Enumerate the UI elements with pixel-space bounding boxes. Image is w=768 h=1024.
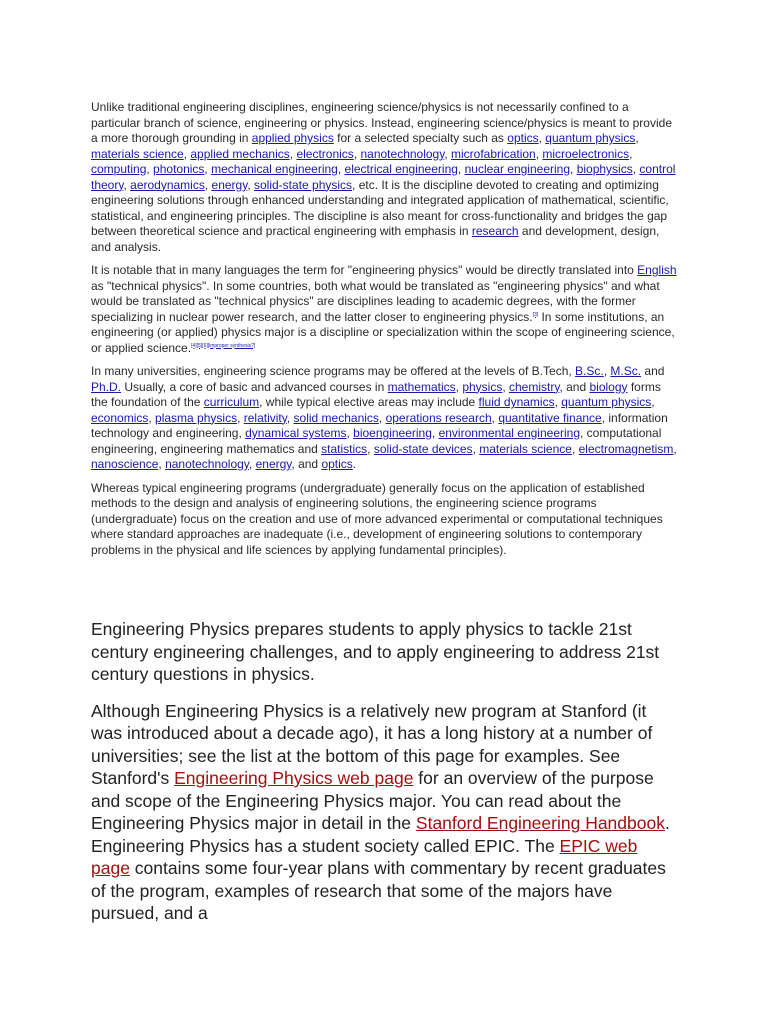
link-solid-mechanics[interactable]: solid mechanics [293, 410, 379, 425]
link-bioengineering[interactable]: bioengineering [353, 426, 432, 440]
separator: , [457, 162, 465, 176]
text-span: for an overview of the purpose and scope of the Engineering Physics major. You can read about the Engineering Physics major in detail in the [91, 768, 654, 833]
link-mechanical-engineering[interactable]: mechanical engineering [211, 162, 338, 176]
link-solid-state-devices[interactable]: solid-state devices [373, 441, 473, 456]
link-control-theory[interactable]: control theory [91, 162, 676, 192]
separator: , [491, 410, 499, 425]
link-biology[interactable]: biology [589, 379, 628, 394]
link-nanotechnology-2[interactable]: nanotechnology [165, 457, 249, 471]
paragraph-disciplines [91, 100, 677, 255]
separator: , [632, 162, 640, 176]
separator: , [444, 146, 452, 161]
link-environmental-engineering[interactable]: environmental engineering [438, 426, 581, 440]
text-span: In many universities, engineering science programs may be offered at the levels of B.Tech, [91, 364, 576, 378]
text-span: In some institutions, an engineering (or applied) physics major is a discipline or specialization within the scope of engineering science, or applied science. [91, 309, 675, 355]
link-quantitative-finance[interactable]: quantitative finance [498, 410, 602, 425]
text-span: , computational engineering, engineering mathematics and [91, 426, 662, 456]
separator: , [455, 379, 463, 394]
link-mathematics[interactable]: mathematics [387, 379, 456, 394]
link-curriculum[interactable]: curriculum [203, 395, 260, 409]
separator: , [571, 441, 579, 456]
text-span: . Engineering Physics has a student society called EPIC. The [91, 813, 670, 856]
link-epic-web-page[interactable]: EPIC web page [91, 835, 638, 878]
link-energy-2[interactable]: energy [255, 457, 292, 471]
separator: , [146, 162, 154, 176]
link-materials-science-2[interactable]: materials science [479, 441, 572, 456]
text-span: , and [291, 457, 322, 471]
separator: , [651, 395, 655, 409]
separator: , [635, 131, 639, 145]
text-span: , information technology and engineering, [91, 410, 668, 440]
text-span: contains some four-year plans with commentary by recent graduates of the program, examples of research that some of the majors have pursued, and a [91, 858, 666, 923]
separator: , [535, 146, 543, 161]
separator: , [673, 441, 677, 456]
separator: , [237, 410, 244, 425]
citation-link[interactable]: [4][5][6][improper synthesis?] [191, 342, 256, 349]
text-span: and development, design, and analysis. [91, 224, 660, 254]
separator: , [472, 441, 480, 456]
link-nanotechnology[interactable]: nanotechnology [360, 146, 445, 161]
separator: , [629, 146, 633, 161]
text-span: and [641, 364, 665, 378]
separator: , [286, 410, 294, 425]
link-aerodynamics[interactable]: aerodynamics [130, 177, 205, 192]
separator: , [289, 146, 297, 161]
link-dynamical-systems[interactable]: dynamical systems [245, 426, 347, 440]
separator: , [204, 177, 212, 192]
link-photonics[interactable]: photonics [153, 162, 205, 176]
stanford-excerpt [91, 618, 681, 939]
separator: , [603, 364, 611, 378]
separator: , [367, 441, 374, 456]
text-span: as "technical physics". In some countries, both what would be translated as "engineering physics" and what would be translated as "technical physics" are disciplines leading to academic degrees, with the former specializing in nuclear power research, and the latter closer to engineering physics. [91, 278, 660, 324]
text-span: Usually, a core of basic and advanced courses in [121, 379, 388, 394]
separator: , [158, 457, 166, 471]
link-electrical-engineering[interactable]: electrical engineering [344, 162, 458, 176]
link-statistics[interactable]: statistics [321, 441, 368, 456]
link-engineering-physics-web-page[interactable]: Engineering Physics web page [174, 768, 414, 788]
link-microelectronics[interactable]: microelectronics [542, 146, 630, 161]
link-biophysics[interactable]: biophysics [576, 162, 633, 176]
paragraph-universities [91, 364, 677, 473]
link-energy[interactable]: energy [211, 177, 248, 192]
paragraph-languages [91, 263, 677, 356]
text-span: , etc. It is the discipline devoted to creating and optimizing engineering solutions through enhanced understanding and integrated application of mathematical, scientific, statistical, and engineering principles. The discipline is also meant for cross-functionality and bridges the gap between theoretical science and practical engineering with emphasis in [91, 177, 669, 238]
link-physics[interactable]: physics [462, 379, 503, 394]
text-span: . [352, 457, 357, 471]
link-research[interactable]: research [471, 224, 519, 238]
separator: , [538, 131, 546, 145]
link-materials-science[interactable]: materials science [91, 146, 184, 161]
link-nanoscience[interactable]: nanoscience [91, 457, 159, 471]
text-span: , and [559, 379, 590, 394]
link-applied-physics[interactable]: applied physics [251, 131, 334, 145]
text-span: for a selected specialty such as [333, 131, 508, 145]
link-economics[interactable]: economics [91, 410, 149, 425]
paragraph-intro: Engineering Physics prepares students to apply physics to tackle 21st century engineering challenges, and to apply engineering to address 21st century questions in physics. [91, 619, 660, 684]
link-phd[interactable]: Ph.D. [91, 379, 122, 394]
separator: , [570, 162, 577, 176]
separator: , [148, 410, 156, 425]
paragraph-stanford [91, 700, 681, 925]
text-span: Unlike traditional engineering disciplines, engineering science/physics is not necessarily confined to a particular branch of science, engineering or physics. Instead, engineering science/physics is meant to provide a more thorough grounding in [91, 100, 672, 145]
separator: , [353, 146, 361, 161]
link-computing[interactable]: computing [91, 162, 147, 176]
link-optics[interactable]: optics [507, 131, 539, 145]
link-nuclear-engineering[interactable]: nuclear engineering [464, 162, 571, 176]
text-span: , while typical elective areas may include [259, 395, 479, 409]
link-operations-research[interactable]: operations research [385, 410, 492, 425]
separator: , [183, 146, 191, 161]
separator: , [378, 410, 386, 425]
separator: , [123, 177, 131, 192]
citation-ref [191, 343, 255, 349]
separator: , [248, 457, 256, 471]
link-relativity[interactable]: relativity [243, 410, 287, 425]
separator: , [204, 162, 212, 176]
link-solid-state-physics[interactable]: solid-state physics [254, 177, 353, 192]
text-span: forms the foundation of the [91, 379, 661, 409]
link-english[interactable]: English [637, 263, 677, 277]
separator: , [431, 426, 439, 440]
link-msc[interactable]: M.Sc. [610, 364, 642, 378]
wiki-excerpt [91, 100, 677, 566]
text-span: Although Engineering Physics is a relatively new program at Stanford (it was introduced about a decade ago), it has a long history at a number of universities; see the list at the bottom of this page for examples. See Stanford's [91, 700, 653, 788]
link-microfabrication[interactable]: microfabrication [451, 146, 536, 161]
link-optics-2[interactable]: optics [321, 457, 353, 471]
link-electronics[interactable]: electronics [296, 146, 354, 161]
separator: , [346, 426, 354, 440]
text-span: It is notable that in many languages the term for "engineering physics" would be directly translated into [91, 263, 638, 277]
paragraph-programs: Whereas typical engineering programs (undergraduate) generally focus on the application of established methods to the design and analysis of engineering solutions, the engineering science programs (undergraduate) focus on the creation and use of more advanced experimental or computational techniques where standard approaches are inadequate (i.e., development of engineering solutions to contemporary problems in the physical and life sciences by applying fundamental principles). [91, 480, 663, 557]
link-fluid-dynamics[interactable]: fluid dynamics [478, 395, 555, 409]
link-applied-mechanics[interactable]: applied mechanics [190, 146, 290, 161]
citation-link[interactable]: [3] [532, 311, 539, 318]
separator: , [247, 177, 254, 192]
separator: , [502, 379, 509, 394]
link-quantum-physics[interactable]: quantum physics [545, 131, 636, 145]
link-plasma-physics[interactable]: plasma physics [155, 410, 238, 425]
link-quantum-physics-2[interactable]: quantum physics [561, 395, 652, 409]
link-chemistry[interactable]: chemistry [509, 379, 560, 394]
link-electromagnetism[interactable]: electromagnetism [578, 441, 674, 456]
separator: , [554, 395, 562, 409]
link-stanford-engineering-handbook[interactable]: Stanford Engineering Handbook [415, 813, 665, 833]
separator: , [337, 162, 345, 176]
link-bsc[interactable]: B.Sc. [575, 364, 604, 378]
